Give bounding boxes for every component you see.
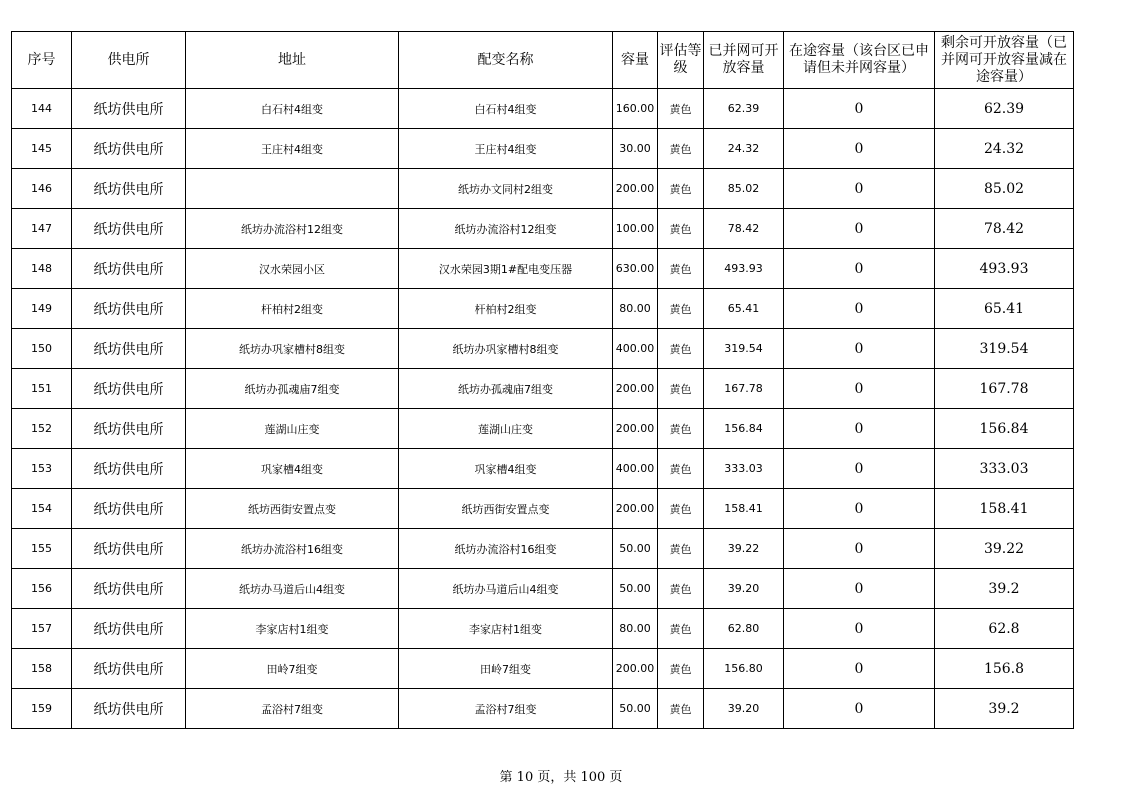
cell-connected: 62.80	[704, 609, 784, 649]
cell-station: 纸坊供电所	[72, 609, 186, 649]
cell-pending: 0	[784, 409, 935, 449]
cell-station: 纸坊供电所	[72, 249, 186, 289]
cell-grade: 黄色	[658, 329, 704, 369]
cell-grade: 黄色	[658, 529, 704, 569]
cell-remaining: 39.2	[935, 689, 1074, 729]
table-row	[12, 649, 1074, 689]
cell-capacity: 200.00	[613, 649, 658, 689]
cell-idx: 145	[12, 129, 72, 169]
cell-remaining: 24.32	[935, 129, 1074, 169]
cell-connected: 167.78	[704, 369, 784, 409]
cell-station: 纸坊供电所	[72, 449, 186, 489]
cell-remaining: 156.8	[935, 649, 1074, 689]
cell-capacity: 200.00	[613, 169, 658, 209]
cell-remaining: 62.39	[935, 89, 1074, 129]
cell-address: 纸坊西街安置点变	[186, 489, 399, 529]
cell-pending: 0	[784, 609, 935, 649]
cell-pending: 0	[784, 569, 935, 609]
cell-pending: 0	[784, 449, 935, 489]
cell-idx: 157	[12, 609, 72, 649]
cell-station: 纸坊供电所	[72, 329, 186, 369]
cell-idx: 150	[12, 329, 72, 369]
cell-capacity: 200.00	[613, 489, 658, 529]
table-row	[12, 289, 1074, 329]
header-station: 供电所	[72, 32, 186, 89]
cell-pending: 0	[784, 489, 935, 529]
cell-capacity: 400.00	[613, 329, 658, 369]
table-row	[12, 409, 1074, 449]
cell-grade: 黄色	[658, 569, 704, 609]
page-footer: 第 10 页，共 100 页	[499, 770, 623, 785]
cell-transformer: 纸坊办流浴村16组变	[399, 529, 613, 569]
cell-connected: 319.54	[704, 329, 784, 369]
table-row	[12, 89, 1074, 129]
cell-address: 巩家槽4组变	[186, 449, 399, 489]
cell-grade: 黄色	[658, 129, 704, 169]
header-capacity: 容量	[613, 32, 658, 89]
cell-station: 纸坊供电所	[72, 89, 186, 129]
cell-capacity: 80.00	[613, 289, 658, 329]
header-grade: 评估等级	[658, 32, 704, 89]
cell-station: 纸坊供电所	[72, 569, 186, 609]
cell-connected: 39.22	[704, 529, 784, 569]
cell-transformer: 纸坊办马道后山4组变	[399, 569, 613, 609]
cell-remaining: 39.22	[935, 529, 1074, 569]
cell-capacity: 50.00	[613, 529, 658, 569]
header-idx: 序号	[12, 32, 72, 89]
header-connected: 已并网可开放容量	[704, 32, 784, 89]
cell-capacity: 160.00	[613, 89, 658, 129]
cell-capacity: 100.00	[613, 209, 658, 249]
cell-transformer: 纸坊办巩家槽村8组变	[399, 329, 613, 369]
cell-capacity: 630.00	[613, 249, 658, 289]
cell-grade: 黄色	[658, 489, 704, 529]
cell-idx: 146	[12, 169, 72, 209]
cell-pending: 0	[784, 249, 935, 289]
capacity-table	[11, 31, 1074, 729]
cell-pending: 0	[784, 209, 935, 249]
cell-address	[186, 169, 399, 209]
cell-remaining: 167.78	[935, 369, 1074, 409]
cell-address: 纸坊办孤魂庙7组变	[186, 369, 399, 409]
cell-transformer: 王庄村4组变	[399, 129, 613, 169]
header-pending: 在途容量（该台区已申请但未并网容量）	[784, 32, 935, 89]
table-row	[12, 329, 1074, 369]
cell-remaining: 156.84	[935, 409, 1074, 449]
cell-connected: 333.03	[704, 449, 784, 489]
cell-station: 纸坊供电所	[72, 409, 186, 449]
cell-connected: 39.20	[704, 689, 784, 729]
cell-idx: 149	[12, 289, 72, 329]
cell-remaining: 62.8	[935, 609, 1074, 649]
cell-transformer: 白石村4组变	[399, 89, 613, 129]
cell-station: 纸坊供电所	[72, 649, 186, 689]
cell-remaining: 158.41	[935, 489, 1074, 529]
cell-pending: 0	[784, 169, 935, 209]
cell-address: 田岭7组变	[186, 649, 399, 689]
cell-transformer: 莲湖山庄变	[399, 409, 613, 449]
table-row	[12, 209, 1074, 249]
cell-grade: 黄色	[658, 369, 704, 409]
cell-grade: 黄色	[658, 209, 704, 249]
cell-station: 纸坊供电所	[72, 129, 186, 169]
table-row	[12, 609, 1074, 649]
cell-station: 纸坊供电所	[72, 529, 186, 569]
cell-idx: 153	[12, 449, 72, 489]
cell-idx: 147	[12, 209, 72, 249]
cell-station: 纸坊供电所	[72, 369, 186, 409]
cell-capacity: 80.00	[613, 609, 658, 649]
cell-capacity: 200.00	[613, 409, 658, 449]
cell-transformer: 李家店村1组变	[399, 609, 613, 649]
table-row	[12, 369, 1074, 409]
cell-grade: 黄色	[658, 409, 704, 449]
table-row	[12, 489, 1074, 529]
cell-connected: 65.41	[704, 289, 784, 329]
cell-capacity: 200.00	[613, 369, 658, 409]
header-address: 地址	[186, 32, 399, 89]
table-row	[12, 129, 1074, 169]
cell-idx: 148	[12, 249, 72, 289]
cell-capacity: 50.00	[613, 689, 658, 729]
cell-idx: 158	[12, 649, 72, 689]
cell-grade: 黄色	[658, 449, 704, 489]
cell-idx: 159	[12, 689, 72, 729]
cell-transformer: 纸坊办孤魂庙7组变	[399, 369, 613, 409]
cell-connected: 156.80	[704, 649, 784, 689]
table-row	[12, 169, 1074, 209]
table-row	[12, 249, 1074, 289]
cell-address: 纸坊办巩家槽村8组变	[186, 329, 399, 369]
cell-transformer: 孟浴村7组变	[399, 689, 613, 729]
cell-address: 杆柏村2组变	[186, 289, 399, 329]
cell-address: 纸坊办流浴村16组变	[186, 529, 399, 569]
cell-transformer: 纸坊西街安置点变	[399, 489, 613, 529]
cell-connected: 85.02	[704, 169, 784, 209]
cell-address: 纸坊办流浴村12组变	[186, 209, 399, 249]
cell-connected: 493.93	[704, 249, 784, 289]
cell-station: 纸坊供电所	[72, 289, 186, 329]
cell-transformer: 田岭7组变	[399, 649, 613, 689]
table-row	[12, 449, 1074, 489]
cell-connected: 24.32	[704, 129, 784, 169]
cell-transformer: 纸坊办文同村2组变	[399, 169, 613, 209]
cell-connected: 156.84	[704, 409, 784, 449]
cell-idx: 156	[12, 569, 72, 609]
cell-pending: 0	[784, 89, 935, 129]
cell-station: 纸坊供电所	[72, 209, 186, 249]
cell-grade: 黄色	[658, 649, 704, 689]
cell-idx: 155	[12, 529, 72, 569]
cell-connected: 39.20	[704, 569, 784, 609]
cell-grade: 黄色	[658, 89, 704, 129]
cell-station: 纸坊供电所	[72, 689, 186, 729]
cell-address: 李家店村1组变	[186, 609, 399, 649]
table-row	[12, 689, 1074, 729]
cell-address: 纸坊办马道后山4组变	[186, 569, 399, 609]
cell-grade: 黄色	[658, 169, 704, 209]
cell-address: 孟浴村7组变	[186, 689, 399, 729]
cell-pending: 0	[784, 129, 935, 169]
cell-transformer: 汉水荣园3期1#配电变压器	[399, 249, 613, 289]
cell-remaining: 39.2	[935, 569, 1074, 609]
table-row	[12, 529, 1074, 569]
cell-address: 王庄村4组变	[186, 129, 399, 169]
cell-remaining: 78.42	[935, 209, 1074, 249]
cell-grade: 黄色	[658, 249, 704, 289]
cell-grade: 黄色	[658, 289, 704, 329]
cell-remaining: 319.54	[935, 329, 1074, 369]
table-body	[12, 89, 1074, 729]
cell-transformer: 纸坊办流浴村12组变	[399, 209, 613, 249]
cell-capacity: 400.00	[613, 449, 658, 489]
cell-address: 汉水荣园小区	[186, 249, 399, 289]
header-remaining: 剩余可开放容量（已并网可开放容量减在途容量）	[935, 32, 1074, 89]
cell-pending: 0	[784, 529, 935, 569]
cell-capacity: 50.00	[613, 569, 658, 609]
cell-pending: 0	[784, 369, 935, 409]
cell-pending: 0	[784, 289, 935, 329]
header-row	[12, 32, 1074, 89]
cell-remaining: 333.03	[935, 449, 1074, 489]
cell-station: 纸坊供电所	[72, 169, 186, 209]
cell-connected: 78.42	[704, 209, 784, 249]
cell-idx: 151	[12, 369, 72, 409]
cell-pending: 0	[784, 649, 935, 689]
cell-idx: 154	[12, 489, 72, 529]
cell-idx: 144	[12, 89, 72, 129]
cell-idx: 152	[12, 409, 72, 449]
cell-pending: 0	[784, 689, 935, 729]
cell-connected: 158.41	[704, 489, 784, 529]
cell-transformer: 杆柏村2组变	[399, 289, 613, 329]
cell-grade: 黄色	[658, 689, 704, 729]
cell-remaining: 493.93	[935, 249, 1074, 289]
cell-capacity: 30.00	[613, 129, 658, 169]
cell-address: 白石村4组变	[186, 89, 399, 129]
cell-remaining: 65.41	[935, 289, 1074, 329]
cell-station: 纸坊供电所	[72, 489, 186, 529]
table-row	[12, 569, 1074, 609]
cell-transformer: 巩家槽4组变	[399, 449, 613, 489]
cell-address: 莲湖山庄变	[186, 409, 399, 449]
cell-pending: 0	[784, 329, 935, 369]
cell-remaining: 85.02	[935, 169, 1074, 209]
cell-connected: 62.39	[704, 89, 784, 129]
header-transformer: 配变名称	[399, 32, 613, 89]
cell-grade: 黄色	[658, 609, 704, 649]
